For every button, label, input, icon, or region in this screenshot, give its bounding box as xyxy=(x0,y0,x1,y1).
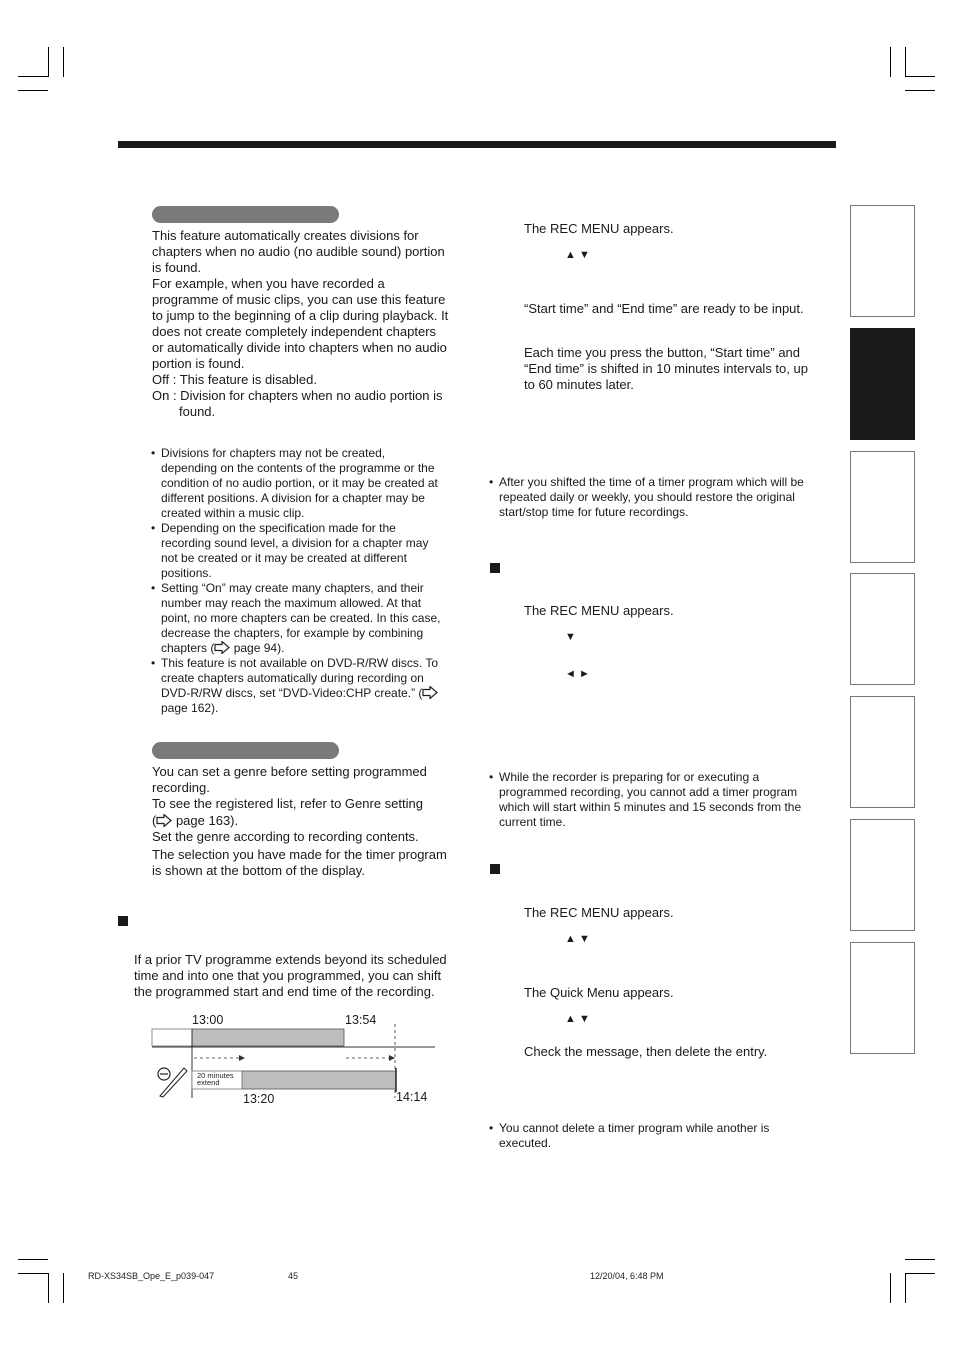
crop-mark xyxy=(18,1273,48,1274)
crop-mark xyxy=(18,90,48,91)
section-tab xyxy=(850,573,915,685)
step-result: The REC MENU appears. xyxy=(524,905,674,920)
up-down-arrows: ▲ ▼ xyxy=(565,933,590,945)
list-item: • Divisions for chapters may not be created, depending on the contents of the programme or the condition of no audio portion, or it may be created at different positions. A division for a chapter may be created within a music clip. xyxy=(151,446,466,521)
step-result: The REC MENU appears. xyxy=(524,221,674,236)
step-result: The REC MENU appears. xyxy=(524,603,674,618)
section-tab xyxy=(850,819,915,931)
list-item: • While the recorder is preparing for or executing a programmed recording, you cannot add a timer program which will start within 5 minutes and 15 seconds from the current time. xyxy=(489,770,834,830)
heading-pill-genre xyxy=(152,742,339,759)
extend-label: 20 minutes xyxy=(197,1071,234,1080)
header-rule xyxy=(118,141,836,148)
option-on: On : Division for chapters when no audio portion is xyxy=(152,388,443,403)
crop-mark xyxy=(18,1259,48,1260)
crop-mark xyxy=(63,1273,64,1303)
crop-mark xyxy=(905,1273,906,1303)
extend-label: extend xyxy=(197,1078,220,1087)
no-entry-icon xyxy=(156,1062,190,1098)
delete-note xyxy=(489,1121,834,1151)
down-arrow: ▼ xyxy=(565,631,576,643)
shift-description: Each time you press the button, “Start time” and “End time” is shifted in 10 minutes intervals to, up to 60 minutes later. xyxy=(524,345,808,392)
crop-mark xyxy=(18,76,48,77)
section-bullet-square xyxy=(118,916,128,926)
genre-description: You can set a genre before setting programmed recording. To see the registered list, refer to Genre setting ( page 163). Set the genre according to recording contents. The selection you have made for the timer program is shown at the bottom of the display. xyxy=(152,764,447,878)
time-label-shifted-start: 13:20 xyxy=(243,1092,275,1106)
footer-page-number: 45 xyxy=(288,1271,299,1281)
footer-timestamp: 12/20/04, 6:48 PM xyxy=(590,1271,664,1281)
crop-mark xyxy=(905,1259,935,1260)
section-tab-active xyxy=(850,328,915,440)
page-ref-arrow-icon xyxy=(156,814,172,827)
section-tab xyxy=(850,451,915,563)
step-result: Check the message, then delete the entry. xyxy=(524,1044,768,1059)
footer-filename: RD-XS34SB_Ope_E_p039-047 xyxy=(88,1271,215,1281)
timeline-diagram xyxy=(150,1010,440,1110)
chapter-notes xyxy=(151,446,466,716)
heading-pill-chapter xyxy=(152,206,339,223)
list-item: • This feature is not available on DVD-R/RW discs. To create chapters automatically during recording on DVD-R/RW discs, set “DVD-Video:CHP create.” ( page 162). xyxy=(151,656,466,716)
option-off: Off : This feature is disabled. xyxy=(152,372,317,387)
time-label-shifted-end: 14:14 xyxy=(396,1090,428,1104)
crop-mark xyxy=(905,1273,935,1274)
step-result: The Quick Menu appears. xyxy=(524,985,674,1000)
up-down-arrows: ▲ ▼ xyxy=(565,1013,590,1025)
chapter-description: This feature automatically creates divisions for chapters when no audio (no audible sound) portion is found. For example, when you have recorded a programme of music clips, you can use this feature to jump to the beginning of a clip during playback. It does not create completely independent chapters or automatically divide into chapters when no audio portion is found. Off : This feature is disabled. On : Division for chapters when no audio portion is found. xyxy=(152,228,472,420)
step-result: “Start time” and “End time” are ready to be input. xyxy=(524,301,804,316)
crop-mark xyxy=(48,1273,49,1303)
crop-mark xyxy=(905,76,935,77)
crop-mark xyxy=(890,47,891,77)
prep-note xyxy=(489,770,834,830)
left-right-arrows: ◄ ► xyxy=(565,668,590,680)
crop-mark xyxy=(890,1273,891,1303)
list-item: • After you shifted the time of a timer program which will be repeated daily or weekly, you should restore the original start/stop time for future recordings. xyxy=(489,475,834,520)
shift-note xyxy=(489,475,834,520)
time-label-start: 13:00 xyxy=(192,1013,224,1027)
crop-mark xyxy=(63,47,64,77)
section-tab xyxy=(850,942,915,1054)
crop-mark xyxy=(48,47,49,77)
section-tab xyxy=(850,696,915,808)
section-bullet-square xyxy=(490,563,500,573)
time-label-end: 13:54 xyxy=(345,1013,377,1027)
page-ref-arrow-icon xyxy=(422,686,438,699)
list-item: • Setting “On” may create many chapters, and their number may reach the maximum allowed. At that point, no more chapters can be created. In this case, decrease the chapters, for example by combining chapters ( page 94). xyxy=(151,581,466,656)
section-bullet-square xyxy=(490,864,500,874)
up-down-arrows: ▲ ▼ xyxy=(565,249,590,261)
page-ref-arrow-icon xyxy=(214,641,230,654)
crop-mark xyxy=(905,90,935,91)
extend-description: If a prior TV programme extends beyond its scheduled time and into one that you programmed, you can shift the programmed start and end time of the recording. xyxy=(134,952,447,999)
crop-mark xyxy=(905,47,906,77)
list-item: • Depending on the specification made for the recording sound level, a division for a chapter may not be created or it may be created at different positions. xyxy=(151,521,466,581)
list-item: • You cannot delete a timer program while another is executed. xyxy=(489,1121,834,1151)
section-tab xyxy=(850,205,915,317)
